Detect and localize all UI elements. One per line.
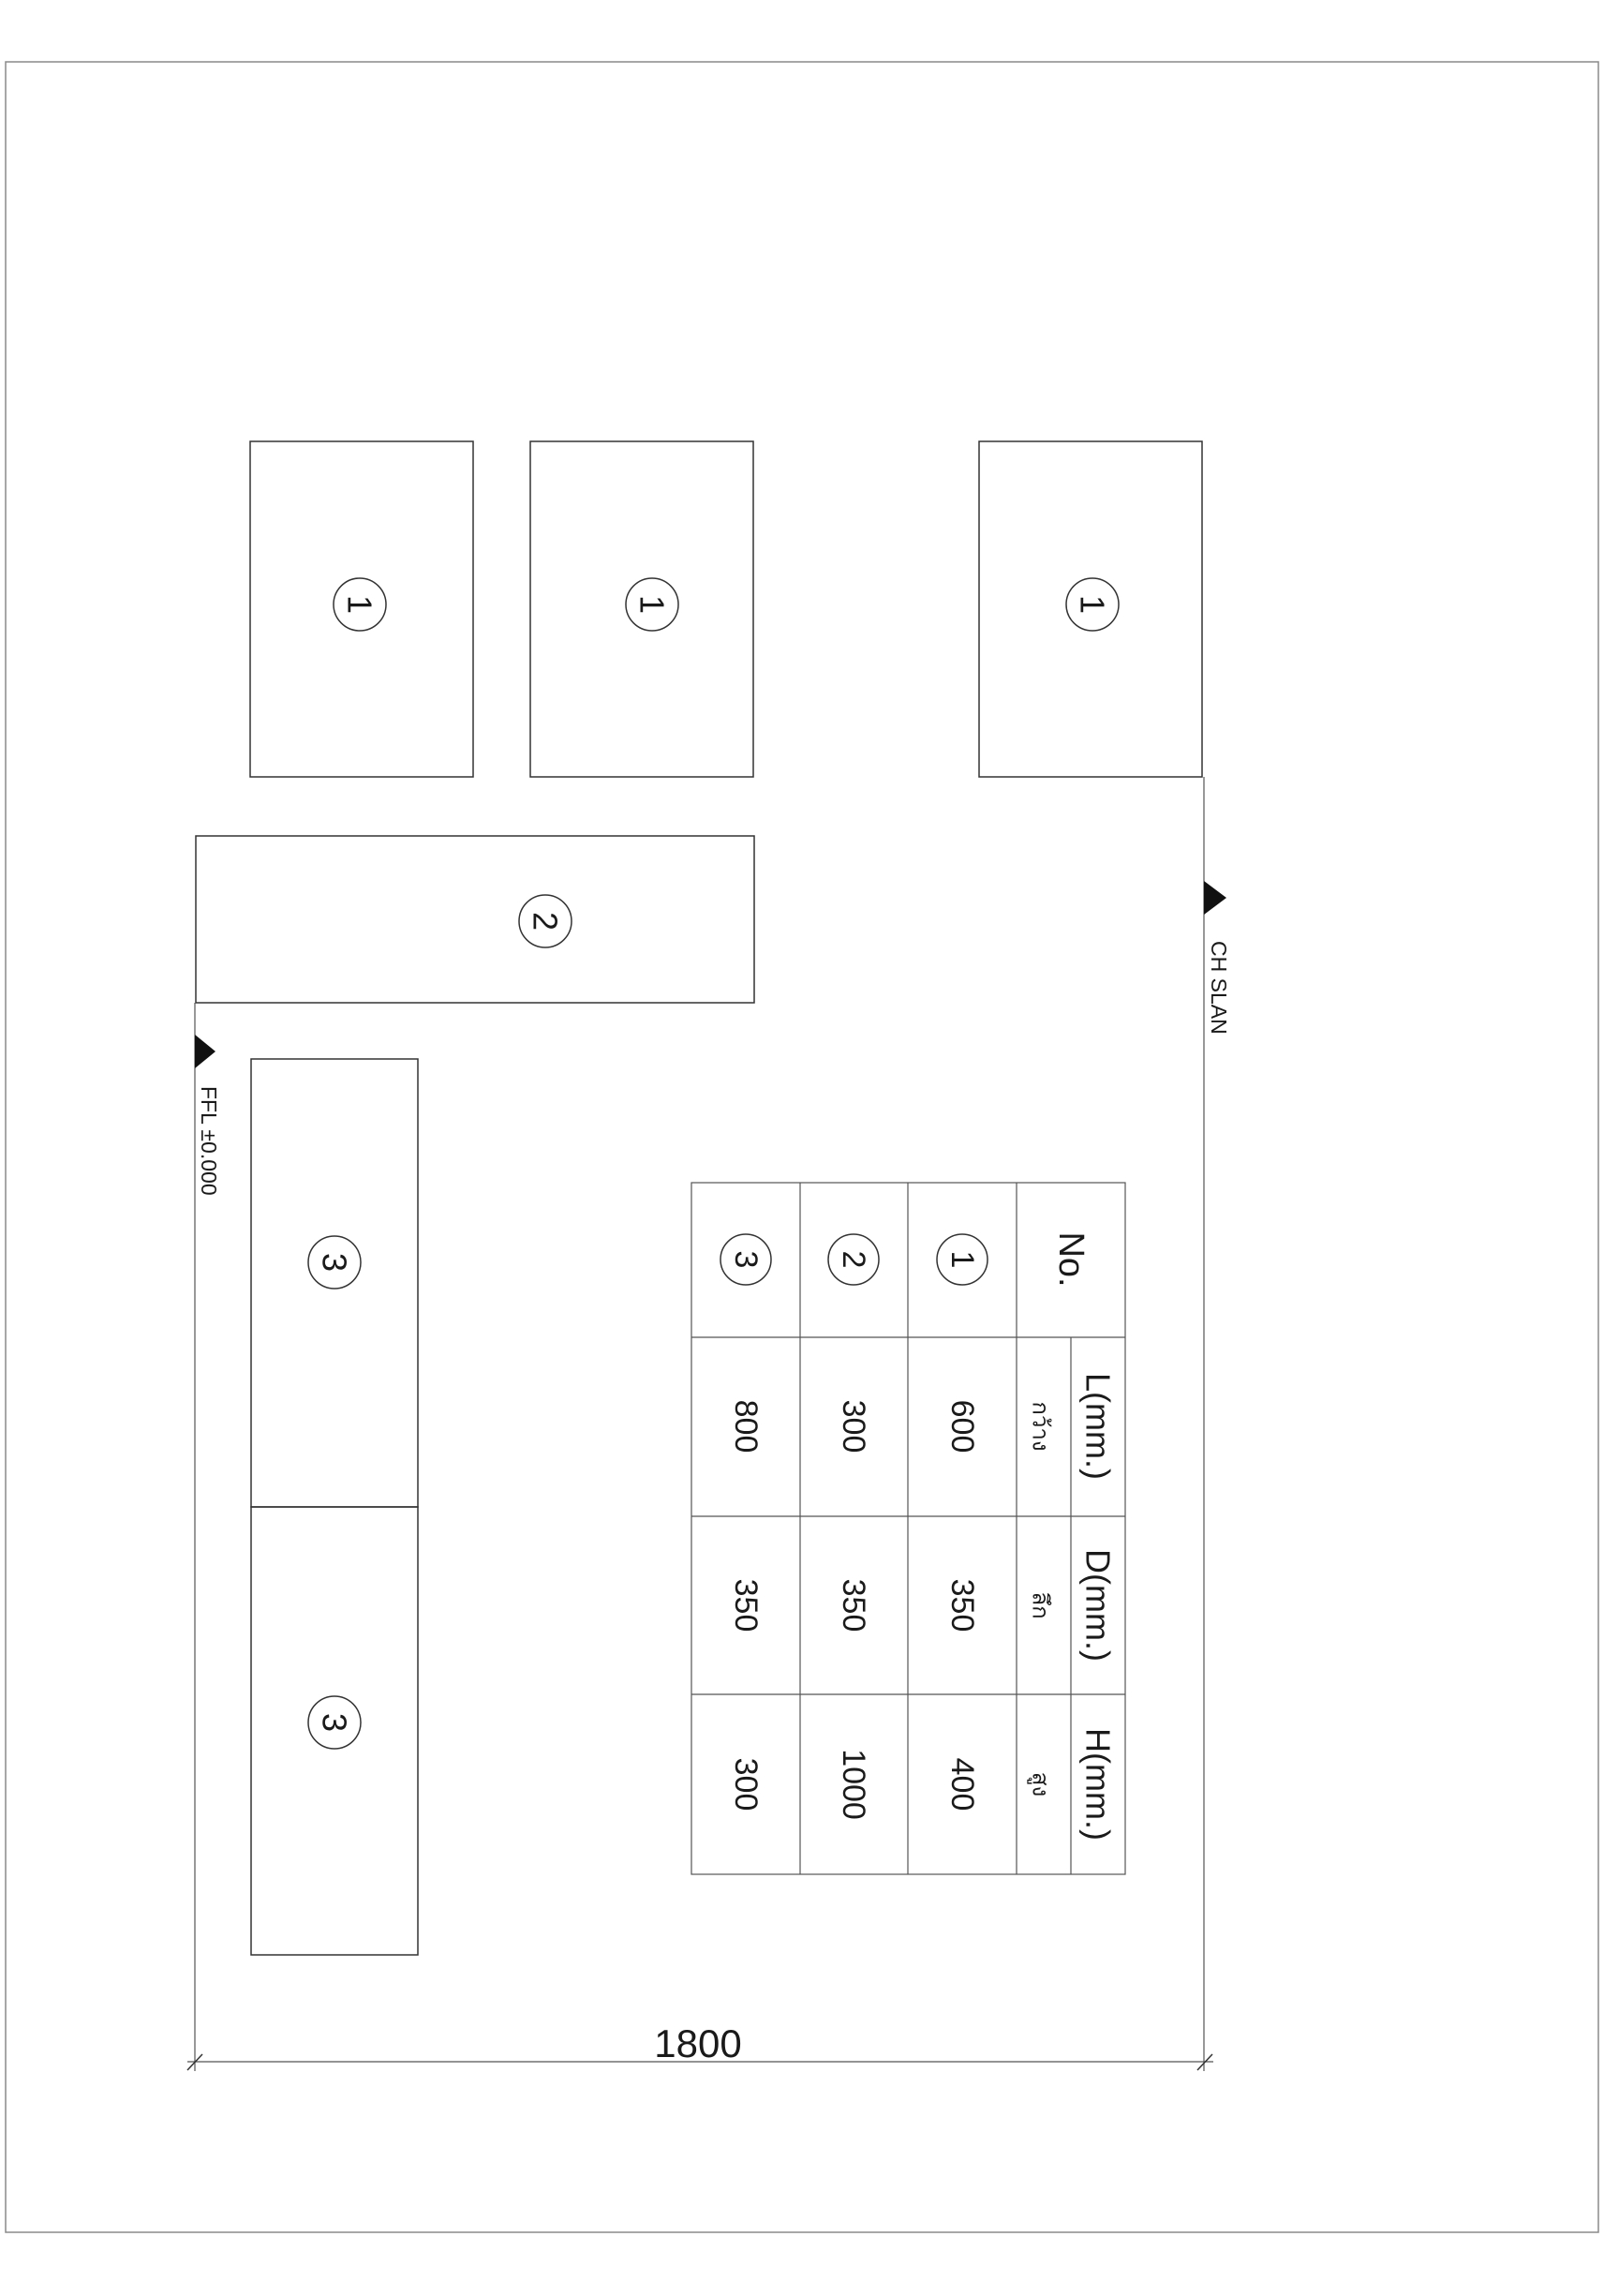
svg-text:1000: 1000 xyxy=(836,1749,871,1820)
svg-text:300: 300 xyxy=(728,1757,764,1811)
svg-text:350: 350 xyxy=(836,1578,871,1633)
table-header-d: D(mm.) xyxy=(1078,1549,1118,1662)
svg-text:3: 3 xyxy=(315,1712,354,1733)
svg-text:400: 400 xyxy=(944,1757,980,1811)
table-header-d-thai: ลึก xyxy=(1027,1591,1053,1619)
table-header-l-thai: กว้าง xyxy=(1027,1401,1053,1452)
table-header-h-thai: สูง xyxy=(1027,1771,1053,1797)
svg-text:2: 2 xyxy=(836,1250,871,1269)
svg-text:1: 1 xyxy=(632,594,672,615)
svg-text:3: 3 xyxy=(728,1250,764,1269)
dimension-label: 1800 xyxy=(654,2021,742,2065)
table-header-no: No. xyxy=(1051,1231,1091,1288)
svg-text:800: 800 xyxy=(728,1399,764,1454)
svg-text:300: 300 xyxy=(836,1399,871,1454)
svg-text:600: 600 xyxy=(944,1399,980,1454)
svg-text:1: 1 xyxy=(340,594,379,615)
svg-text:3: 3 xyxy=(315,1252,354,1273)
table-header-h: H(mm.) xyxy=(1078,1728,1118,1841)
svg-text:1: 1 xyxy=(944,1250,980,1269)
svg-text:350: 350 xyxy=(944,1578,980,1633)
svg-text:2: 2 xyxy=(526,911,565,932)
table-header-l: L(mm.) xyxy=(1078,1373,1118,1480)
svg-text:350: 350 xyxy=(728,1578,764,1633)
ffl-label: FFL ±0.000 xyxy=(197,1086,221,1196)
svg-text:1: 1 xyxy=(1073,594,1112,615)
ch-slan-label: CH SLAN xyxy=(1207,941,1231,1035)
